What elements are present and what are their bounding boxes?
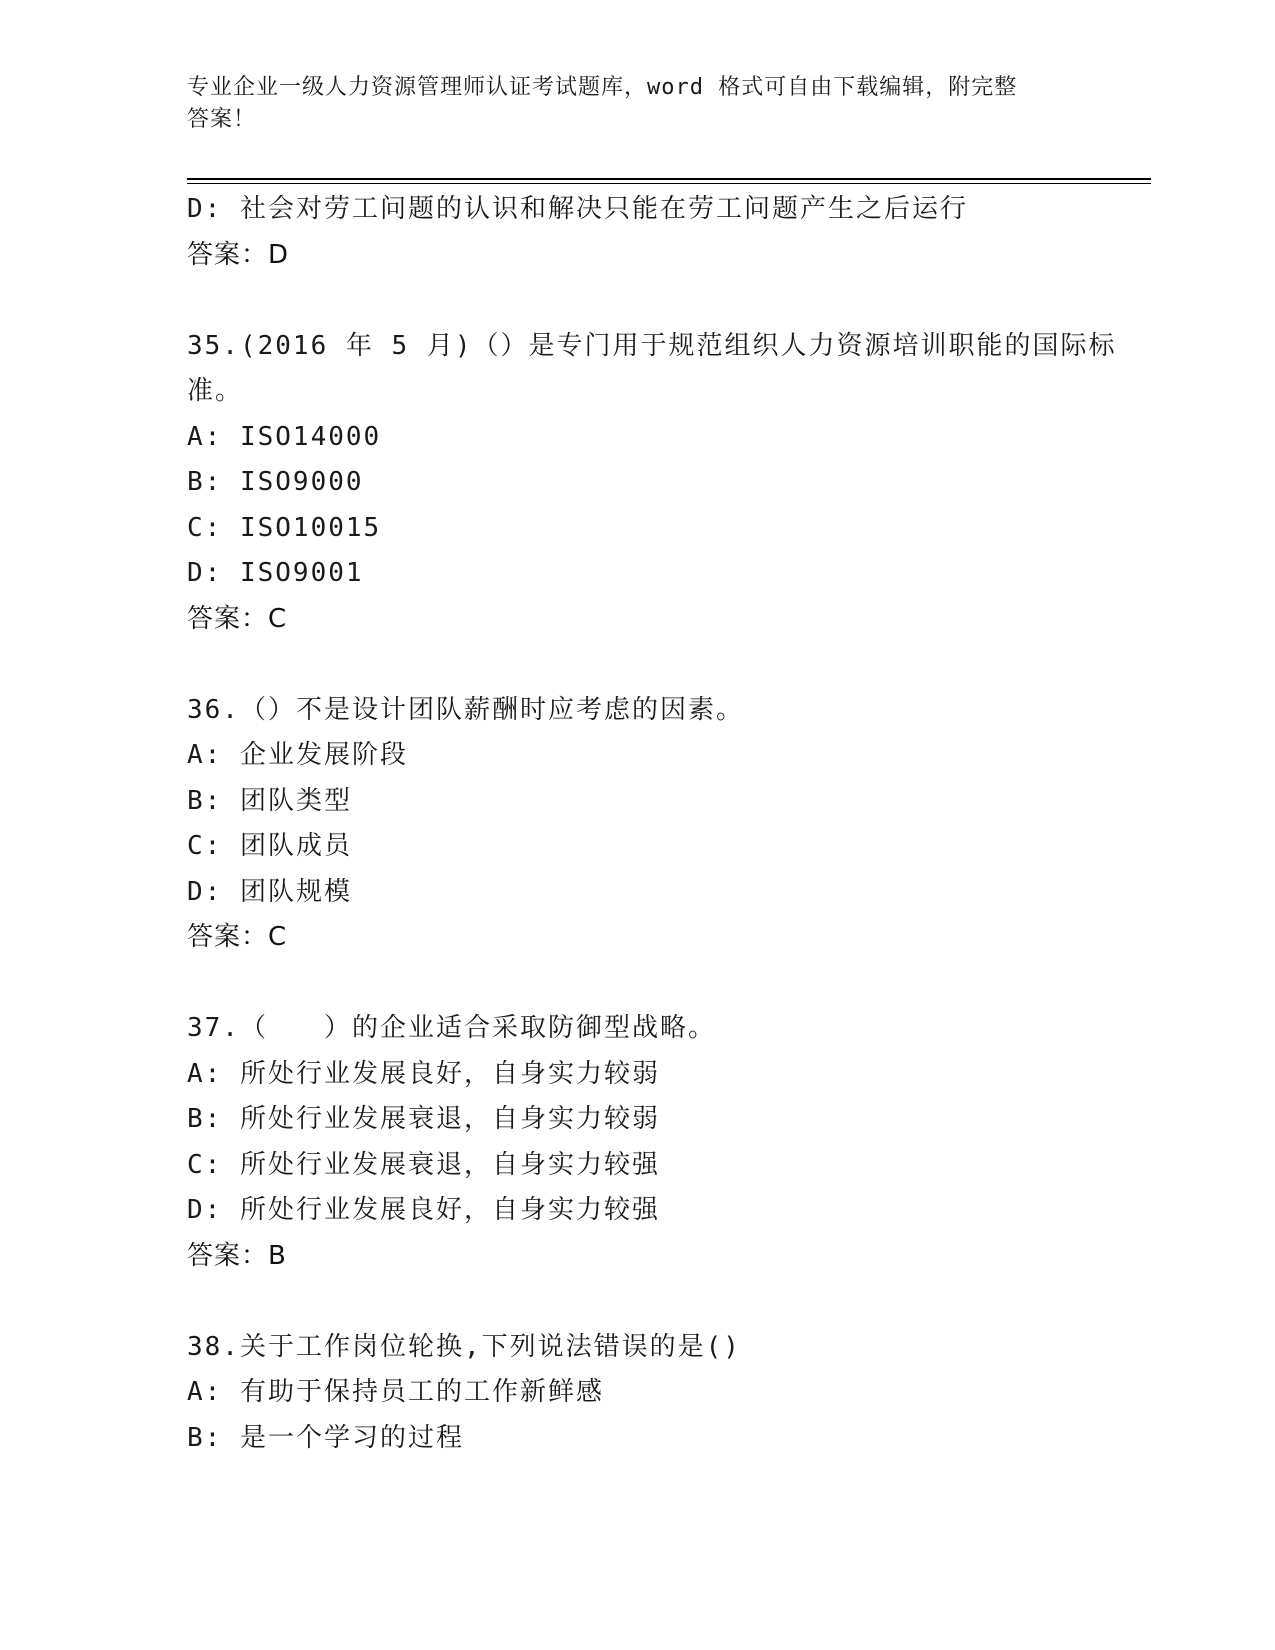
answer-label: 答案：D: [187, 239, 290, 270]
header-divider-thin: [187, 183, 1151, 184]
question-36: [187, 688, 1087, 961]
header-text-line-1: 专业企业一级人力资源管理师认证考试题库，word 格式可自由下载编辑，附完整: [187, 75, 1018, 100]
question-34-tail: [187, 187, 1087, 278]
question-stem: 36.（）不是设计团队薪酬时应考虑的因素。: [187, 694, 744, 725]
spacer: [187, 961, 1087, 1007]
page-header: [187, 72, 1067, 136]
question-37: [187, 1006, 1087, 1279]
option-d: D: ISO9001: [187, 558, 364, 588]
option-c: C: ISO10015: [187, 512, 382, 543]
question-stem-continued: 准。: [187, 376, 244, 406]
option-a: A: 企业发展阶段: [187, 740, 408, 770]
option-d: D: 社会对劳工问题的认识和解决只能在劳工问题产生之后运行: [187, 194, 968, 224]
question-stem: 37.（ ）的企业适合采取防御型战略。: [187, 1013, 716, 1043]
question-stem: 35.(2016 年 5 月)（）是专门用于规范组织人力资源培训职能的国际标: [187, 330, 1117, 361]
question-35: [187, 324, 1117, 643]
option-d: D: 团队规模: [187, 876, 352, 907]
header-divider-thick: [187, 178, 1151, 180]
option-b: B: 是一个学习的过程: [187, 1422, 464, 1453]
question-stem: 38.关于工作岗位轮换,下列说法错误的是(): [187, 1331, 741, 1362]
option-d: D: 所处行业发展良好，自身实力较强: [187, 1195, 660, 1225]
spacer: [187, 278, 1087, 324]
option-c: C: 所处行业发展衰退，自身实力较强: [187, 1149, 660, 1180]
answer-label: 答案：C: [187, 922, 288, 952]
option-b: B: 所处行业发展衰退，自身实力较弱: [187, 1104, 660, 1134]
question-list: [187, 187, 1117, 1461]
spacer: [187, 1279, 1087, 1325]
question-38: [187, 1325, 1087, 1462]
answer-label: 答案：B: [187, 1240, 287, 1271]
header-text-line-2: 答案！: [187, 107, 257, 132]
option-a: A: 有助于保持员工的工作新鲜感: [187, 1377, 604, 1407]
option-a: A: ISO14000: [187, 421, 382, 452]
answer-label: 答案：C: [187, 603, 288, 634]
option-b: B: ISO9000: [187, 467, 364, 497]
option-a: A: 所处行业发展良好，自身实力较弱: [187, 1058, 660, 1089]
spacer: [187, 642, 1087, 688]
option-c: C: 团队成员: [187, 831, 352, 861]
option-b: B: 团队类型: [187, 785, 352, 816]
